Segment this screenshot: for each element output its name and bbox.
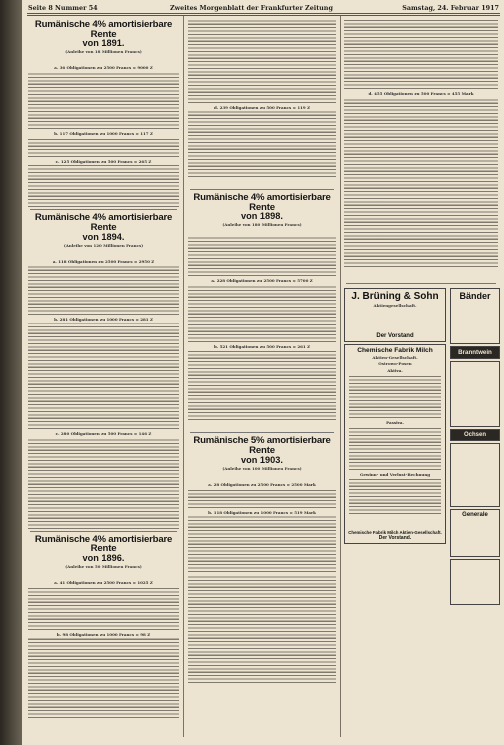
lot-heading: a. 228 Obligationen zu 2500 Francs = 5700 Z [211,278,313,284]
number-table [188,488,336,508]
branntwein-title: Branntwein [458,349,492,356]
small-ad [450,559,500,605]
lot-heading: c. 125 Obligationen zu 500 Francs = 265 Z [55,159,152,165]
number-table [188,284,336,342]
page-number: Seite 8 Nummer 54 [28,4,98,12]
ad-row [342,286,500,607]
lot-heading: d. 455 Obligationen zu 500 Francs = 455 Mark [368,91,474,96]
notice-text [455,301,495,341]
number-table [28,137,179,157]
divider [346,283,496,284]
column-3 [342,17,500,737]
generale-title: Generale [462,512,488,518]
ads-left [342,286,448,607]
bond-year: von 1894. [82,231,125,242]
generale-ad [450,509,500,557]
column-divider [340,16,341,737]
bond-heading: Rumänische 4% amortisierbare Rente [34,533,173,555]
balance-assets: Aktiva. [387,368,403,373]
branntwein-ad [450,346,500,359]
bruening-subtitle: Aktiengesellschaft. [373,303,417,308]
lot-heading: b. 118 Obligationen zu 1000 Francs = 519 Mark [208,509,316,515]
number-table [188,516,336,572]
notice-text [455,518,495,554]
lot-heading: b. 521 Obligationen zu 500 Francs = 261 Z [214,344,310,350]
milch-board: Der Vorstand. [378,535,412,541]
masthead: Zweites Morgenblatt der Frankfurter Zeitung [170,4,333,12]
number-table [28,323,179,429]
notice-text [28,249,179,257]
header-rule [27,13,500,14]
divider [190,189,334,190]
notice-text [28,570,179,578]
number-table [188,575,336,683]
lot-heading: b. 117 Obligationen zu 1000 Francs = 117 Z [54,131,153,137]
divider [30,531,177,532]
milch-ad [344,344,446,544]
notice-text [344,267,498,281]
lot-heading: b. 281 Obligationen zu 1000 Francs = 281 Z [54,316,153,322]
book-spine [0,0,22,745]
column-divider [183,16,184,737]
column-1 [26,17,181,737]
issue-date: Samstag, 24. Februar 1917 [402,4,499,12]
bond-heading: Rumänische 4% amortisierbare Rente [193,192,331,213]
number-table [28,265,179,315]
lot-heading: a. 41 Obligationen zu 2500 Francs = 1025 Z [54,580,153,586]
number-table [28,165,179,207]
bond-year: von 1891. [82,38,125,49]
divider [190,432,334,433]
notice-text [188,420,336,430]
header-rule-2 [27,15,500,16]
number-table [344,97,498,267]
milch-place: Ostrowo-Posen [378,361,412,366]
notice-text [455,364,495,424]
lot-heading: b. 98 Obligationen zu 1000 Francs = 98 Z [56,632,151,638]
small-ad [450,361,500,427]
bruening-title: J. Brüning & Sohn [351,291,439,302]
bond-heading: Rumänische 5% amortisierbare Rente [193,435,331,456]
bruening-board: Der Vorstand [376,333,414,339]
loan-amount: (Anleihe von 18 Millionen Francs) [65,49,142,55]
milch-title: Chemische Fabrik Milch [357,347,433,354]
profit-loss: Gewinn- und Verlust-Rechnung [359,472,431,477]
notice-text [349,309,441,333]
lot-heading: d. 239 Obligationen zu 500 Francs = 119 Z [214,105,310,110]
baender-title: Bänder [459,291,491,301]
lot-heading: a. 28 Obligationen zu 2500 Francs = 2500 Mark [208,481,316,487]
number-table [28,437,179,529]
small-ad [450,443,500,507]
notice-text [188,228,336,236]
ads-right [450,286,500,607]
notice-text [188,177,336,187]
number-table [188,19,336,103]
ochsen-ad [450,429,500,441]
balance-table [349,426,441,470]
bond-year: von 1898. [241,211,283,222]
bond-year: von 1896. [82,552,125,563]
newspaper-page [22,0,504,745]
divider [30,209,177,210]
number-table [28,638,179,718]
number-table [188,350,336,420]
milch-footer: Chemische Fabrik Milch Aktien-Gesellschaft. [348,530,442,535]
number-table [28,71,179,129]
lot-heading: a. 36 Obligationen zu 2500 Francs = 9000 Z [54,65,153,71]
bond-year: von 1903. [241,454,283,465]
loan-amount: (Anleihe von 180 Millionen Francs) [222,222,302,228]
bond-heading: Rumänische 4% amortisierbare Rente [34,19,173,40]
number-table [344,19,498,89]
loan-amount: (Anleihe von 100 Millionen Francs) [222,465,302,471]
number-table [188,236,336,276]
lot-heading: c. 280 Obligationen zu 500 Francs = 146 Z [55,430,152,436]
bond-heading: Rumänische 4% amortisierbare Rente [34,212,173,233]
baender-ad [450,288,500,344]
ochsen-title: Ochsen [463,432,486,438]
bruening-ad [344,288,446,342]
lot-heading: a. 118 Obligationen zu 2500 Francs = 2950 Z [52,258,155,264]
loan-amount: (Anleihe von 120 Millionen Francs) [63,242,144,248]
balance-table [349,374,441,418]
column-2 [186,17,338,737]
number-table [28,586,179,630]
milch-subtitle: Aktien-Gesellschaft. [372,355,418,360]
loan-amount: (Anleihe von 50 Millionen Francs) [65,564,142,570]
balance-liabilities: Passiva. [386,420,404,425]
notice-text [455,446,495,504]
balance-table [349,478,441,514]
number-table [188,111,336,177]
notice-text [455,562,495,602]
notice-text [188,472,336,480]
notice-text [349,514,441,530]
notice-text [28,55,179,63]
